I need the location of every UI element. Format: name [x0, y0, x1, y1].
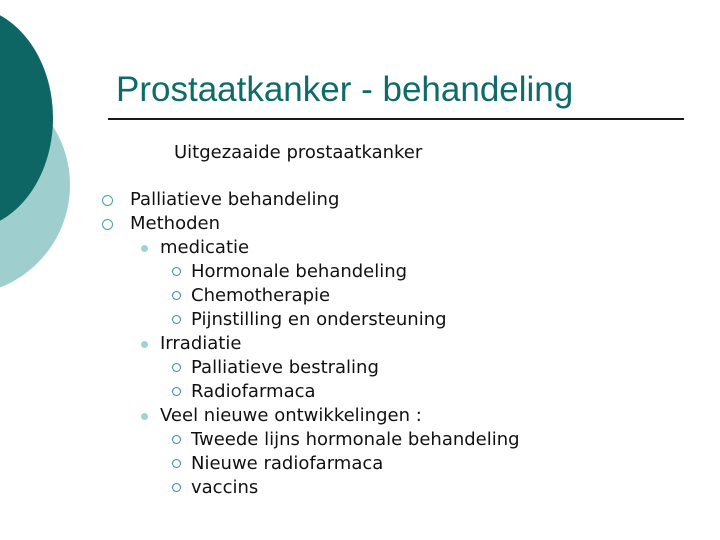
bullet-item — [160, 404, 422, 428]
filled-dot-bullet-icon — [141, 413, 148, 420]
bullet-text: Veel nieuwe ontwikkelingen : — [160, 405, 422, 426]
bullet-item — [191, 476, 258, 500]
bullet-text: Methoden — [130, 213, 220, 234]
bullet-item — [191, 356, 379, 380]
bullet-item — [191, 260, 407, 284]
ring-bullet-icon — [172, 483, 181, 492]
bullet-text: vaccins — [191, 477, 259, 498]
slide-subtitle: Uitgezaaide prostaatkanker — [174, 142, 423, 163]
bullet-item — [160, 332, 241, 356]
bullet-item — [191, 284, 330, 308]
bullet-text: Radiofarmaca — [191, 381, 316, 402]
bullet-text: Irradiatie — [160, 333, 242, 354]
ring-bullet-icon — [172, 435, 181, 444]
bullet-item — [191, 308, 447, 332]
bullet-text: Pijnstilling en ondersteuning — [191, 309, 447, 330]
bullet-text: Palliatieve behandeling — [130, 189, 340, 210]
bullet-text: medicatie — [160, 237, 250, 258]
ring-bullet-icon — [172, 459, 181, 468]
bullet-item — [191, 428, 520, 452]
bullet-text: Nieuwe radiofarmaca — [191, 453, 384, 474]
bullet-item — [191, 380, 316, 404]
ring-bullet-icon — [172, 291, 181, 300]
bullet-text: Hormonale behandeling — [191, 261, 408, 282]
ring-bullet-icon — [172, 387, 181, 396]
filled-dot-bullet-icon — [141, 245, 148, 252]
bullet-item — [130, 188, 339, 212]
bullet-text: Palliatieve bestraling — [191, 357, 379, 378]
decorative-circles — [0, 0, 120, 300]
slide-title: Prostaatkanker - behandeling — [116, 70, 574, 109]
ring-bullet-icon — [172, 363, 181, 372]
bullet-item — [191, 452, 383, 476]
hollow-circle-bullet-icon — [102, 195, 113, 206]
filled-dot-bullet-icon — [141, 341, 148, 348]
bullet-text: Chemotherapie — [191, 285, 331, 306]
bullet-item — [160, 236, 249, 260]
bullet-text: Tweede lijns hormonale behandeling — [191, 429, 520, 450]
title-divider — [108, 118, 684, 120]
ring-bullet-icon — [172, 267, 181, 276]
bullet-item — [130, 212, 220, 236]
hollow-circle-bullet-icon — [102, 219, 113, 230]
ring-bullet-icon — [172, 315, 181, 324]
